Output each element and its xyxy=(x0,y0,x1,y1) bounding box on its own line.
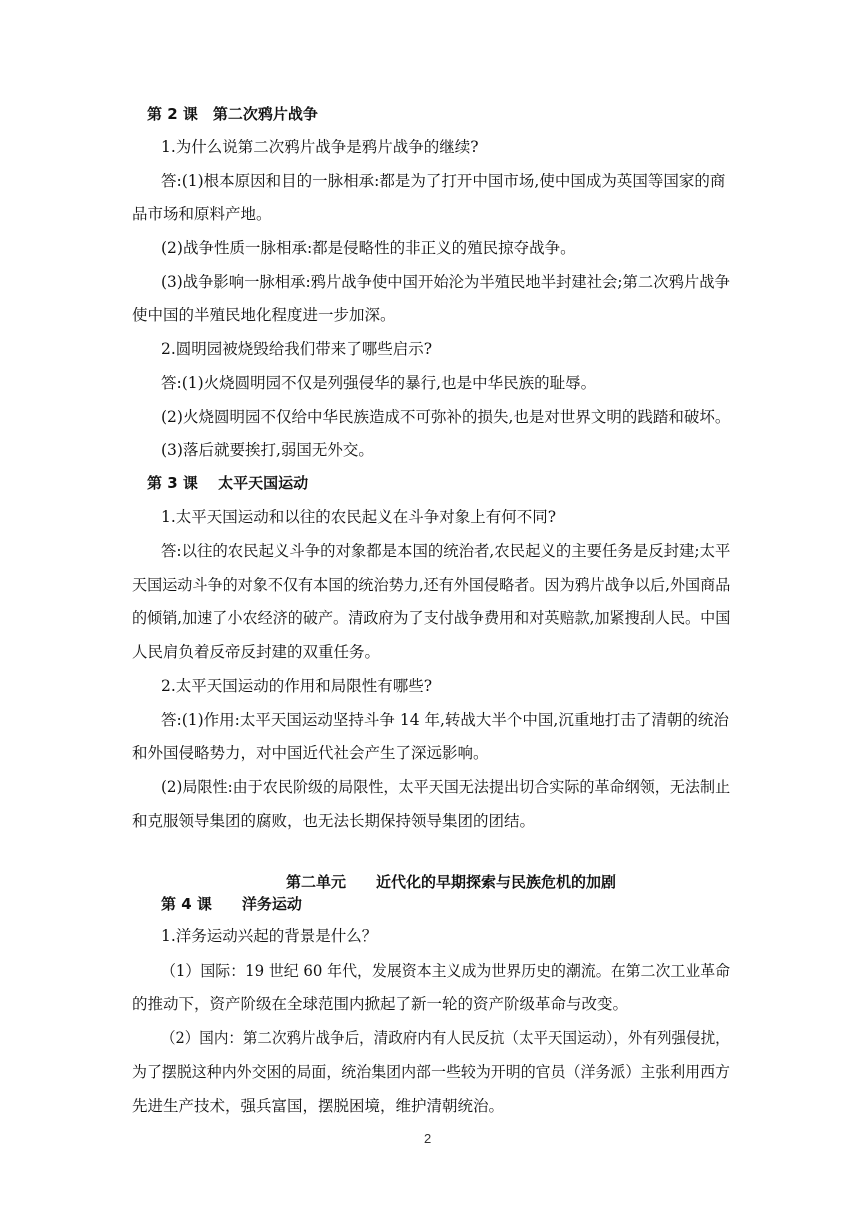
lesson-3-question-2: 2.太平天国运动的作用和局限性有哪些? xyxy=(161,677,433,695)
lesson-3-answer-2-line-3: (2)局限性:由于农民阶级的局限性，太平天国无法提出切合实际的革命纲领，无法制止 xyxy=(161,778,731,796)
lesson-2-answer-1-line-1: 答:(1)根本原因和目的一脉相承:都是为了打开中国市场,使中国成为英国等国家的商 xyxy=(161,172,726,190)
lesson-4-answer-1-line-5: 先进生产技术，强兵富国，摆脱困境，维护清朝统治。 xyxy=(132,1097,505,1115)
lesson-2-answer-1-line-5: 使中国的半殖民地化程度进一步加深。 xyxy=(132,306,396,324)
lesson-3-heading: 第 3 课 太平天国运动 xyxy=(147,474,309,492)
lesson-4-answer-1-line-1: （1）国际：19 世纪 60 年代，发展资本主义成为世界历史的潮流。在第二次工业革命 xyxy=(161,962,731,980)
lesson-4-answer-1-line-3: （2）国内：第二次鸦片战争后，清政府内有人民反抗（太平天国运动），外有列强侵扰， xyxy=(161,1029,730,1047)
lesson-4-question-1: 1.洋务运动兴起的背景是什么？ xyxy=(161,927,378,945)
lesson-2-answer-2-line-2: (2)火烧圆明园不仅给中华民族造成不可弥补的损失,也是对世界文明的践踏和破坏。 xyxy=(161,408,731,426)
lesson-3-answer-2-line-1: 答:(1)作用:太平天国运动坚持斗争 14 年,转战大半个中国,沉重地打击了清朝的统治 xyxy=(161,711,729,729)
lesson-2-answer-1-line-2: 品市场和原料产地。 xyxy=(132,205,272,223)
lesson-3-answer-2-line-2: 和外国侵略势力，对中国近代社会产生了深远影响。 xyxy=(132,744,489,762)
page-number: 2 xyxy=(424,1131,432,1146)
lesson-2-question-1: 1.为什么说第二次鸦片战争是鸦片战争的继续? xyxy=(161,138,479,156)
lesson-2-answer-1-line-4: (3)战争影响一脉相承:鸦片战争使中国开始沦为半殖民地半封建社会;第二次鸦片战争 xyxy=(161,273,730,291)
lesson-3-question-1: 1.太平天国运动和以往的农民起义在斗争对象上有何不同? xyxy=(161,508,557,526)
lesson-2-answer-2-line-1: 答:(1)火烧圆明园不仅是列强侵华的暴行,也是中华民族的耻辱。 xyxy=(161,374,597,392)
lesson-4-answer-1-line-4: 为了摆脱这种内外交困的局面，统治集团内部一些较为开明的官员（洋务派）主张利用西方 xyxy=(132,1063,731,1081)
lesson-2-answer-1-line-3: (2)战争性质一脉相承:都是侵略性的非正义的殖民掠夺战争。 xyxy=(161,239,576,257)
lesson-2-question-2: 2.圆明园被烧毁给我们带来了哪些启示? xyxy=(161,340,433,358)
lesson-3-answer-2-line-4: 和克服领导集团的腐败，也无法长期保持领导集团的团结。 xyxy=(132,812,536,830)
unit-2-heading: 第二单元 近代化的早期探索与民族危机的加剧 xyxy=(286,873,617,891)
lesson-4-answer-1-line-2: 的推动下，资产阶级在全球范围内掀起了新一轮的资产阶级革命与改变。 xyxy=(132,995,629,1013)
lesson-2-answer-2-line-3: (3)落后就要挨打,弱国无外交。 xyxy=(161,441,374,459)
lesson-3-answer-1-line-1: 答:以往的农民起义斗争的对象都是本国的统治者,农民起义的主要任务是反封建;太平 xyxy=(161,542,731,560)
lesson-3-answer-1-line-2: 天国运动斗争的对象不仅有本国的统治势力,还有外国侵略者。因为鸦片战争以后,外国商品 xyxy=(132,576,731,594)
lesson-3-answer-1-line-3: 的倾销,加速了小农经济的破产。清政府为了支付战争费用和对英赔款,加紧搜刮人民。中国 xyxy=(132,609,731,627)
lesson-2-heading: 第 2 课 第二次鸦片战争 xyxy=(147,105,318,123)
lesson-4-heading: 第 4 课 洋务运动 xyxy=(161,895,302,913)
lesson-3-answer-1-line-4: 人民肩负着反帝反封建的双重任务。 xyxy=(132,643,381,661)
